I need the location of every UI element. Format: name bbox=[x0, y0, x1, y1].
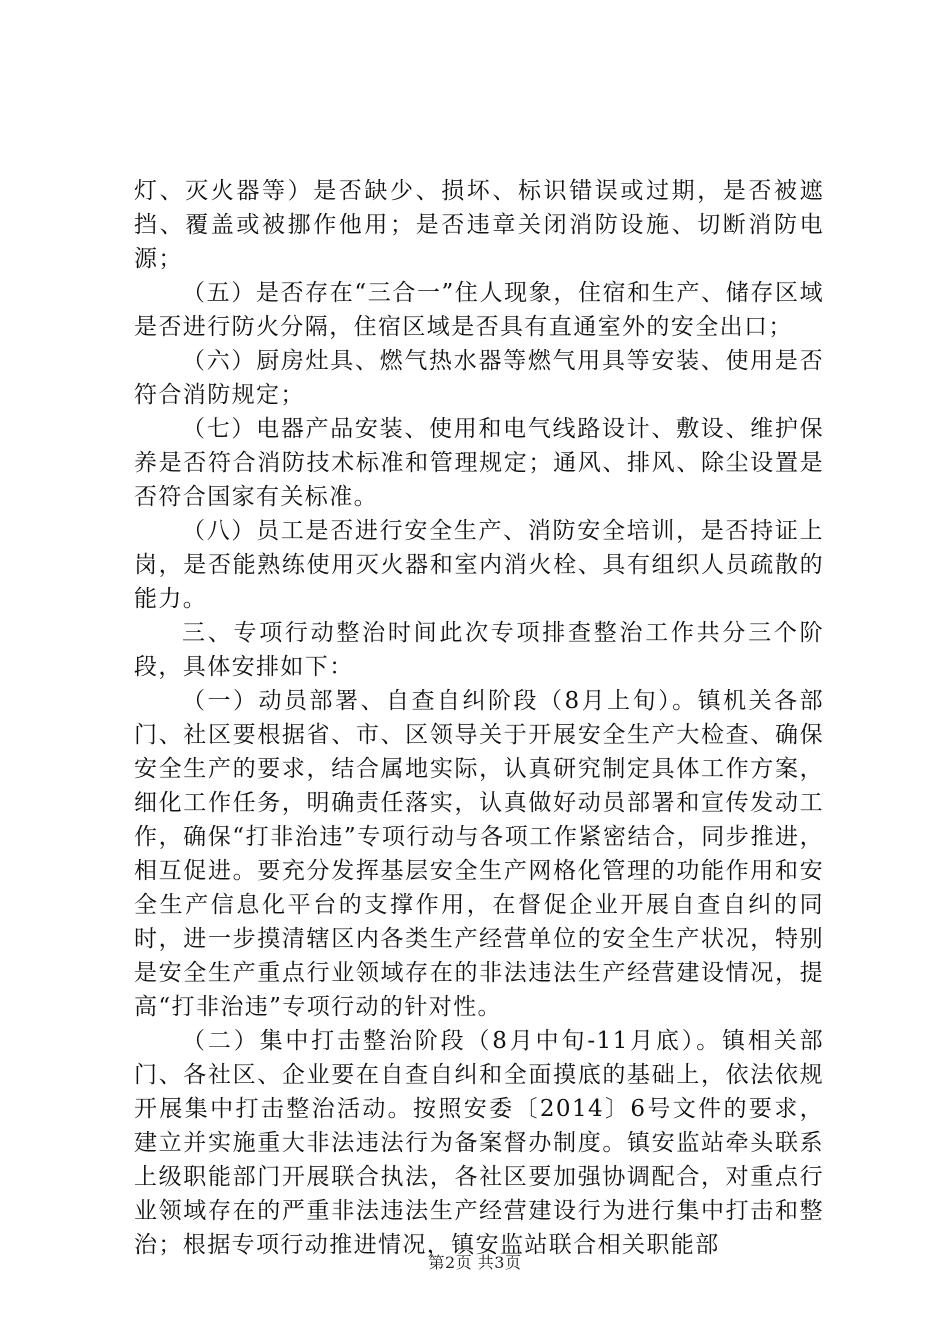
paragraph-8: （二）集中打击整治阶段（8月中旬-11月底）。镇相关部门、各社区、企业要在自查自纠和全面摸底的基础上，依法依规开展集中打击整治活动。按照安委〔2014〕6号文件的要求，建立并实施重大非法违法行为备案督办制度。镇安监站牵头联系上级职能部门开展联合执法，各社区要加强协调配合，对重点行业领域存在的严重非法违法生产经营建设行为进行集中打击和整治；根据专项行动推进情况，镇安监站联合相关职能部 bbox=[134, 1028, 824, 1258]
paragraph-1: 灯、灭火器等）是否缺少、损坏、标识错误或过期，是否被遮挡、覆盖或被挪作他用；是否违章关闭消防设施、切断消防电源； bbox=[134, 178, 824, 272]
paragraph-5: （八）员工是否进行安全生产、消防安全培训，是否持证上岗，是否能熟练使用灭火器和室内消火栓、具有组织人员疏散的能力。 bbox=[134, 518, 824, 612]
paragraph-2: （五）是否存在“三合一”住人现象，住宿和生产、储存区域是否进行防火分隔，住宿区域是否具有直通室外的安全出口； bbox=[134, 280, 824, 340]
paragraph-4: （七）电器产品安装、使用和电气线路设计、敷设、维护保养是否符合消防技术标准和管理规定；通风、排风、除尘设置是否符合国家有关标准。 bbox=[134, 416, 824, 510]
paragraph-7: （一）动员部署、自查自纠阶段（8月上旬）。镇机关各部门、社区要根据省、市、区领导关于开展安全生产大检查、确保安全生产的要求，结合属地实际，认真研究制定具体工作方案，细化工作任务，明确责任落实，认真做好动员部署和宣传发动工作，确保“打非治违”专项行动与各项工作紧密结合，同步推进，相互促进。要充分发挥基层安全生产网格化管理的功能作用和安全生产信息化平台的支撑作用，在督促企业开展自查自纠的同时，进一步摸清辖区内各类生产经营单位的安全生产状况，特别是安全生产重点行业领域存在的非法违法生产经营建设情况，提高“打非治违”专项行动的针对性。 bbox=[134, 688, 824, 1020]
document-body bbox=[134, 174, 824, 1262]
paragraph-3: （六）厨房灶具、燃气热水器等燃气用具等安装、使用是否符合消防规定； bbox=[134, 348, 824, 408]
page-number-footer: 第2页 共3页 bbox=[428, 1253, 522, 1272]
paragraph-6: 三、专项行动整治时间此次专项排查整治工作共分三个阶段，具体安排如下： bbox=[134, 620, 824, 680]
